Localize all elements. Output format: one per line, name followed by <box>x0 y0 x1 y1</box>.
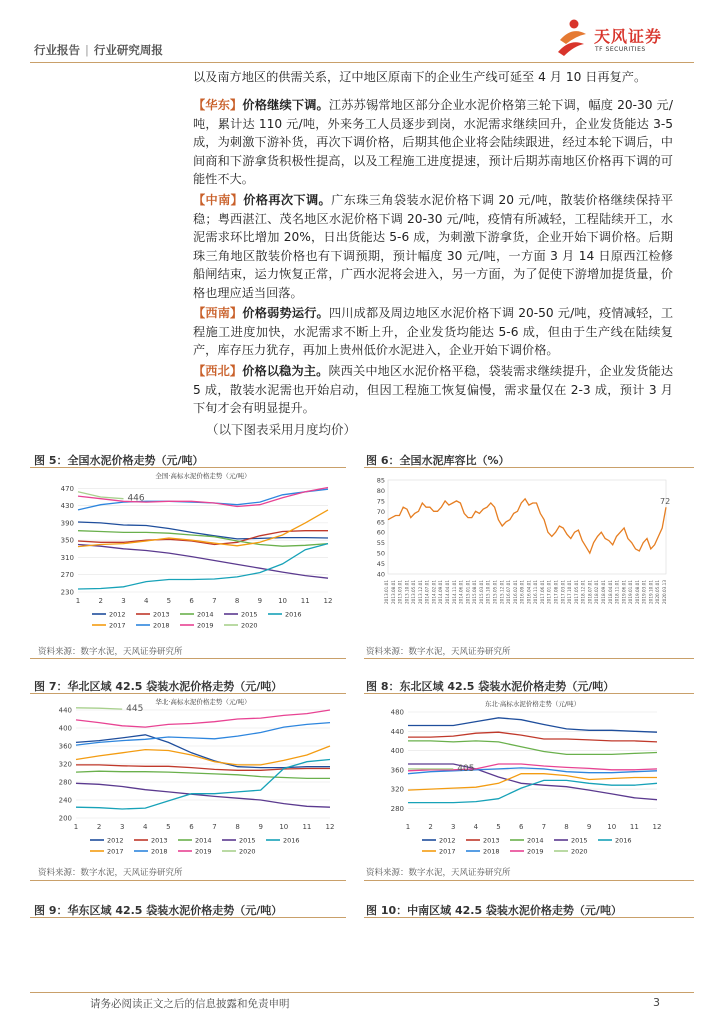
y-tick-label: 470 <box>60 484 74 493</box>
y-tick-label: 65 <box>376 518 385 527</box>
x-tick-label: 2014.09.01 <box>438 580 444 604</box>
header-divider <box>30 62 694 63</box>
x-tick-label: 3 <box>119 823 125 831</box>
x-tick-label: 2017.06.01 <box>539 580 545 604</box>
legend-label-2014: 2014 <box>195 836 212 845</box>
y-tick-label: 400 <box>58 724 72 733</box>
x-tick-label: 2 <box>98 597 103 605</box>
x-tick-label: 2020.05.01 <box>655 580 661 604</box>
region-tag: 【中南】 <box>193 193 244 207</box>
x-tick-label: 2018.11.01 <box>614 580 620 604</box>
legend-label-2019: 2019 <box>195 847 212 856</box>
x-tick-label: 3 <box>451 823 456 831</box>
legend-label-2012: 2012 <box>109 610 126 619</box>
x-tick-label: 2019.03.01 <box>641 580 647 604</box>
chart-inner-title: 全国·高标水泥价格走势（元/吨） <box>155 472 251 480</box>
paragraph-northwest <box>193 362 673 418</box>
x-tick-label: 2015.03.01 <box>478 580 484 604</box>
y-tick-label: 85 <box>376 476 385 485</box>
legend-label-2013: 2013 <box>151 836 168 845</box>
series-line-2012 <box>76 735 330 768</box>
figure-title-6: 图 6：全国水泥库容比（%） <box>366 454 510 467</box>
figure-title-8: 图 8：东北区域 42.5 袋装水泥价格走势（元/吨） <box>366 680 615 693</box>
x-tick-label: 2016.07.01 <box>506 580 512 604</box>
x-tick-label: 1 <box>405 823 411 831</box>
figure-title-9: 图 9：华东区域 42.5 袋装水泥价格走势（元/吨） <box>34 904 283 917</box>
y-tick-label: 240 <box>58 796 72 805</box>
y-tick-label: 360 <box>58 742 72 751</box>
legend-label-2015: 2015 <box>571 836 588 845</box>
x-tick-label: 4 <box>143 823 148 831</box>
paragraph-lead: 价格弱势运行。 <box>242 306 329 320</box>
legend-label-2014: 2014 <box>527 836 544 845</box>
x-tick-label: 2017.01.01 <box>546 580 552 604</box>
series-line-2016 <box>78 544 328 589</box>
x-tick-label: 3 <box>121 597 126 605</box>
x-tick-label: 2014.07.01 <box>424 580 430 604</box>
series-line-2014 <box>76 771 330 778</box>
legend-label-2020: 2020 <box>239 847 256 856</box>
paragraph-central-south <box>193 191 673 302</box>
x-tick-label: 10 <box>279 823 289 831</box>
x-tick-label: 10 <box>607 823 617 831</box>
chart-inner-title: 东北·高标水泥价格走势（元/吨） <box>484 700 581 708</box>
x-tick-label: 2018.07.01 <box>587 580 593 604</box>
figure-source-8: 资料来源：数字水泥，天风证券研究所 <box>366 868 511 878</box>
y-tick-label: 350 <box>60 536 74 545</box>
series-line-2013 <box>408 732 657 742</box>
x-tick-label: 6 <box>518 823 524 831</box>
x-tick-label: 2018.09.01 <box>600 580 606 604</box>
x-tick-label: 1 <box>75 597 81 605</box>
paragraph-lead: 价格以稳为主。 <box>242 364 329 378</box>
x-tick-label: 2013.10.01 <box>404 580 410 604</box>
y-tick-label: 430 <box>60 502 74 511</box>
figure-divider <box>30 693 346 694</box>
y-tick-label: 80 <box>376 486 385 495</box>
y-tick-label: 440 <box>58 706 72 715</box>
chart-note: （以下图表采用月度均价） <box>206 422 357 437</box>
series-line-2017 <box>408 774 657 790</box>
legend-label-2020: 2020 <box>241 621 258 630</box>
x-tick-label: 2016.09.01 <box>519 580 525 604</box>
x-tick-label: 11 <box>629 823 639 831</box>
x-tick-label: 6 <box>189 597 194 605</box>
x-tick-label: 9 <box>258 823 263 831</box>
legend-label-2019: 2019 <box>197 621 214 630</box>
data-annotation: 445 <box>126 704 144 715</box>
x-tick-label: 11 <box>302 823 312 831</box>
y-tick-label: 200 <box>58 814 72 823</box>
x-tick-label: 12 <box>652 823 662 831</box>
legend-label-2018: 2018 <box>483 847 500 856</box>
chart-inner-title: 华北·高标水泥价格走势（元/吨） <box>155 698 251 706</box>
x-tick-label: 7 <box>212 823 217 831</box>
series-line-2018 <box>78 489 328 510</box>
series-line-2017 <box>76 746 330 765</box>
logo-name-en: TF SECURITIES <box>595 46 646 53</box>
y-tick-label: 320 <box>58 760 72 769</box>
report-subcategory: 行业研究周报 <box>93 43 163 57</box>
figure-title-10: 图 10：中南区域 42.5 袋装水泥价格走势（元/吨） <box>366 904 622 917</box>
figure-title-7: 图 7：华北区域 42.5 袋装水泥价格走势（元/吨） <box>34 680 283 693</box>
chart-national-price <box>38 470 338 639</box>
region-tag: 【西北】 <box>193 364 243 378</box>
x-tick-label: 2018.12.01 <box>580 580 586 604</box>
paragraph-east-china <box>193 96 673 189</box>
x-tick-label: 2013.05.01 <box>411 580 417 604</box>
paragraph-northeast-tail <box>193 68 673 87</box>
x-tick-label: 11 <box>300 597 310 605</box>
figure-source-6: 资料来源：数字水泥，天风证券研究所 <box>366 647 511 657</box>
figure-divider <box>364 880 694 881</box>
x-tick-label: 2015.10.01 <box>485 580 491 604</box>
legend-label-2016: 2016 <box>615 836 632 845</box>
chart-national-storage-ratio <box>366 472 678 641</box>
series-line-2012 <box>408 718 657 732</box>
x-tick-label: 6 <box>189 823 194 831</box>
x-tick-label: 2013.12.01 <box>417 580 423 604</box>
y-tick-label: 280 <box>390 804 404 813</box>
series-line-2017 <box>78 510 328 547</box>
legend-label-2016: 2016 <box>285 610 302 619</box>
x-tick-label: 2013.01.01 <box>384 580 389 604</box>
legend-label-2012: 2012 <box>107 836 124 845</box>
x-tick-label: 8 <box>235 823 240 831</box>
series-line-2020 <box>76 708 122 709</box>
series-line-2016 <box>408 780 657 802</box>
legend-label-2018: 2018 <box>153 621 170 630</box>
logo-name-cn: 天风证券 <box>594 27 663 46</box>
x-tick-label: 2017.10.01 <box>567 580 573 604</box>
x-tick-label: 2018.02.01 <box>594 580 600 604</box>
y-tick-label: 310 <box>60 553 74 562</box>
y-tick-label: 50 <box>376 549 385 558</box>
x-tick-label: 2013.08.01 <box>390 580 396 604</box>
disclaimer-link[interactable]: 请务必阅读正文之后的信息披露和免责申明 <box>90 998 290 1010</box>
series-line-2018 <box>76 723 330 746</box>
paragraph-body: 陕西关中地区水泥价格平稳，袋装需求继续提升，企业发货能达 5 成，散装水泥需也开始启动，但因工程施工恢复偏慢，需求量仅在 2-3 成，预计 3 月下旬才会有明显提升。 <box>193 364 674 415</box>
legend-label-2017: 2017 <box>107 847 124 856</box>
x-tick-label: 7 <box>212 597 217 605</box>
chart-northeast-svg <box>372 698 672 860</box>
x-tick-label: 2015.01.01 <box>465 580 471 604</box>
data-annotation: 72 <box>660 497 671 507</box>
figure-divider <box>364 693 694 694</box>
legend-label-2018: 2018 <box>151 847 168 856</box>
report-header <box>34 42 163 58</box>
series-line-2019 <box>76 710 330 727</box>
y-tick-label: 40 <box>376 570 385 579</box>
region-tag: 【西南】 <box>193 306 243 320</box>
y-tick-label: 480 <box>390 708 404 717</box>
x-tick-label: 2014.06.01 <box>458 580 464 604</box>
y-tick-label: 440 <box>390 727 404 736</box>
figure-source-7: 资料来源：数字水泥，天风证券研究所 <box>38 868 183 878</box>
figure-divider <box>30 658 346 659</box>
x-tick-label: 2015.08.01 <box>472 580 478 604</box>
x-tick-label: 5 <box>166 823 171 831</box>
x-tick-label: 2015.05.01 <box>492 580 498 604</box>
x-tick-label: 2019.06.01 <box>621 580 627 604</box>
x-tick-label: 2019.08.01 <box>634 580 640 604</box>
paragraph-lead: 价格再次下调。 <box>243 193 332 207</box>
x-tick-label: 2017.03.01 <box>560 580 566 604</box>
paragraph-lead: 价格继续下调。 <box>242 98 329 112</box>
y-tick-label: 70 <box>376 507 385 516</box>
legend-label-2020: 2020 <box>571 847 588 856</box>
paragraph-body: 广东珠三角袋装水泥价格下调 20 元/吨，散装价格继续保持平稳；粤西湛江、茂名地区水泥价格下调 20-30 元/吨，疫情有所减轻，工程陆续开工，水泥需求环比增加 20%，日出货能达 5-6 成，为刺激下游拿货，企业开始下调价格。后期珠三角地区散装价格也有下调预期，预计幅度 30 元/吨，一方面 3 月 14 日原西江检修船闸结束，运力恢复正常，广西水泥将会进入，另一方面，为了促使下游增加提货量，价格也理应适当回落。 <box>193 193 674 300</box>
legend-label-2015: 2015 <box>239 836 256 845</box>
data-annotation: 405 <box>457 763 475 774</box>
x-tick-label: 2018.04.01 <box>607 580 613 604</box>
x-tick-label: 2016.02.01 <box>512 580 518 604</box>
x-tick-label: 2014.02.01 <box>431 580 437 604</box>
y-tick-label: 360 <box>390 766 404 775</box>
series-line-2015 <box>76 783 330 807</box>
chart-northeast-price <box>372 698 672 864</box>
legend-label-2017: 2017 <box>439 847 456 856</box>
x-tick-label: 5 <box>496 823 501 831</box>
chart-national-price-svg <box>38 470 338 635</box>
x-tick-label: 2014.04.01 <box>445 580 451 604</box>
data-annotation: 446 <box>127 493 145 504</box>
header-separator: | <box>85 43 89 57</box>
chart-north-china-svg <box>40 698 340 860</box>
x-tick-label: 9 <box>257 597 263 605</box>
x-tick-label: 2013.03.01 <box>397 580 403 604</box>
region-tag: 【华东】 <box>193 98 243 112</box>
x-tick-label: 2 <box>96 823 102 831</box>
legend-label-2014: 2014 <box>197 610 214 619</box>
y-tick-label: 270 <box>60 571 74 580</box>
figure-divider <box>30 917 346 918</box>
x-tick-label: 2017.08.01 <box>553 580 559 604</box>
x-tick-label: 2020.03.13 <box>662 580 667 604</box>
legend-label-2015: 2015 <box>241 610 258 619</box>
x-tick-label: 2014.11.01 <box>451 580 457 604</box>
x-tick-label: 2017.05.01 <box>573 580 579 604</box>
paragraph-body: 以及南方地区的供需关系，辽中地区原南下的企业生产线可延至 4 月 10 日再复产。 <box>193 70 647 84</box>
x-tick-label: 7 <box>541 823 547 831</box>
x-tick-label: 1 <box>73 823 79 831</box>
legend-label-2019: 2019 <box>527 847 544 856</box>
x-tick-label: 4 <box>473 823 479 831</box>
x-tick-label: 2019.10.01 <box>648 580 654 604</box>
x-tick-label: 8 <box>234 597 240 605</box>
figure-title-5: 图 5：全国水泥价格走势（元/吨） <box>34 454 204 467</box>
x-tick-label: 2019.01.01 <box>628 580 634 604</box>
y-tick-label: 75 <box>376 497 385 506</box>
figure-divider <box>30 880 346 881</box>
x-tick-label: 5 <box>166 597 172 605</box>
legend-label-2017: 2017 <box>109 621 126 630</box>
series-line-2020 <box>78 492 124 499</box>
x-tick-label: 12 <box>323 597 333 605</box>
y-tick-label: 390 <box>60 519 74 528</box>
paragraph-body: 四川成都及周边地区水泥价格下调 20-50 元/吨，疫情减轻，工程施工进度加快，水泥需求不断上升，企业发货均能达 5-6 成，但由于生产线在陆续复产，库存压力犹存，再加上贵州低价水泥进入，企业开始下调价格。 <box>193 306 674 357</box>
y-tick-label: 280 <box>58 778 72 787</box>
chart-storage-svg <box>366 472 678 637</box>
figure-divider <box>364 917 694 918</box>
logo-mark-icon <box>554 18 590 58</box>
x-tick-label: 10 <box>278 597 288 605</box>
figure-source-5: 资料来源：数字水泥，天风证券研究所 <box>38 647 183 657</box>
legend-label-2013: 2013 <box>153 610 170 619</box>
legend-label-2013: 2013 <box>483 836 500 845</box>
chart-north-china-price <box>40 698 340 864</box>
page-number: 3 <box>653 996 660 1009</box>
y-tick-label: 400 <box>390 747 404 756</box>
x-tick-label: 9 <box>586 823 592 831</box>
series-line-2014 <box>408 741 657 755</box>
x-tick-label: 2015.12.01 <box>499 580 505 604</box>
paragraph-body: 江苏苏锡常地区部分企业水泥价格第三轮下调，幅度 20-30 元/吨，累计达 110 元/吨，外来务工人员逐步到岗，水泥需求继续回升，企业发货能达 3-5 成，为刺激下游补货，再次下调价格，后期其他企业将会陆续跟进，经过本轮下调后，中间商和下游拿货积极性提高，以及工程施工进度提速，预计后期苏南地区价格再下调的可能性不大。 <box>193 98 674 186</box>
y-tick-label: 60 <box>376 528 385 537</box>
figure-divider <box>364 658 694 659</box>
y-tick-label: 230 <box>60 588 74 597</box>
figure-divider <box>364 467 694 468</box>
series-line-storage <box>388 499 666 553</box>
y-tick-label: 55 <box>376 539 385 548</box>
legend-label-2016: 2016 <box>283 836 300 845</box>
y-tick-label: 320 <box>390 785 404 794</box>
x-tick-label: 12 <box>325 823 335 831</box>
figure-divider <box>30 467 346 468</box>
legend-label-2012: 2012 <box>439 836 456 845</box>
x-tick-label: 2016.04.01 <box>526 580 532 604</box>
footer-divider <box>30 992 694 993</box>
x-tick-label: 8 <box>564 823 569 831</box>
series-line-2015 <box>78 545 328 579</box>
brand-logo <box>554 18 694 62</box>
report-category: 行业报告 <box>34 43 80 57</box>
x-tick-label: 4 <box>143 597 149 605</box>
y-tick-label: 45 <box>376 560 385 569</box>
x-tick-label: 2 <box>428 823 433 831</box>
paragraph-southwest <box>193 304 673 360</box>
x-tick-label: 2016.11.01 <box>533 580 539 604</box>
